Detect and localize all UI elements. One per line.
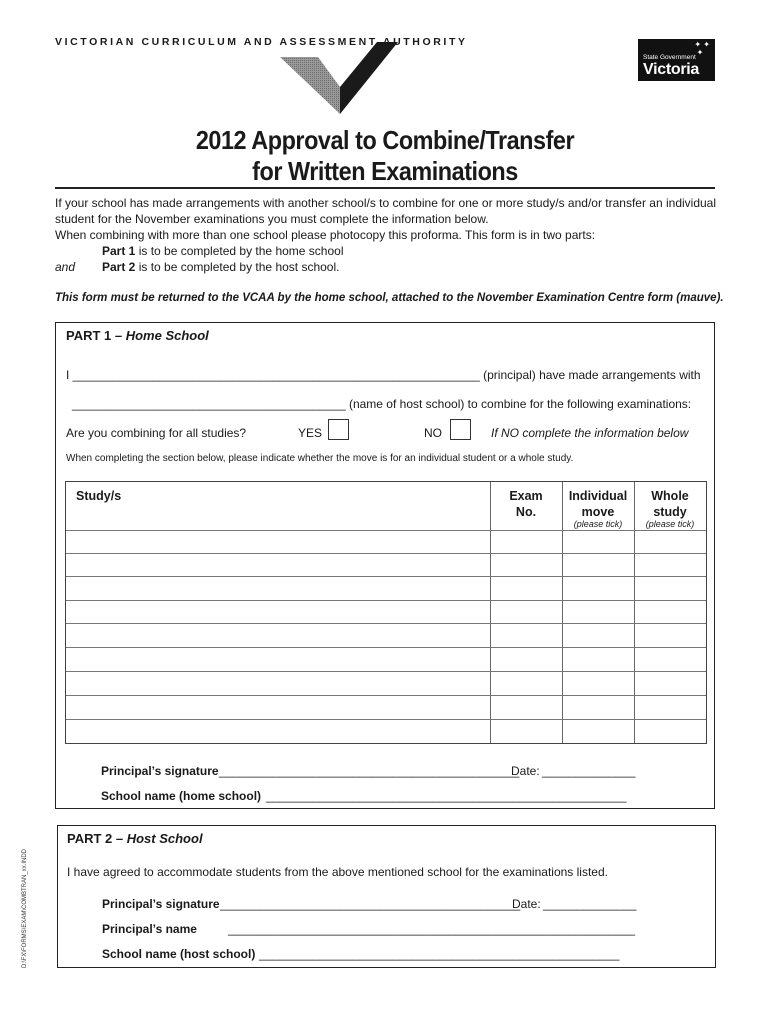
no-label: NO	[424, 426, 442, 440]
host-school-name-label: School name (host school)	[102, 947, 256, 961]
col-header-whole	[634, 488, 706, 520]
col-divider	[490, 482, 491, 743]
all-studies-question: Are you combining for all studies?	[66, 426, 247, 440]
intro-part1-item	[102, 243, 343, 259]
part2-header-name: Host School	[126, 831, 203, 846]
home-school-name-label: School name (home school)	[101, 789, 262, 803]
part1-signature-field[interactable]: _____________________________________________	[219, 764, 520, 778]
col-header-individual-1: Individual	[568, 489, 628, 503]
col-header-individual-2: move	[581, 505, 615, 519]
part2-text: is to be completed by the host school.	[135, 260, 340, 274]
intro-line-2: student for the November examinations you must complete the information below.	[55, 212, 489, 226]
part2-header-prefix: PART 2 –	[67, 831, 127, 846]
if-no-note: If NO complete the information below	[491, 426, 689, 440]
table-row-divider	[66, 576, 706, 577]
host-school-name-field[interactable]: ______________________________________________________	[259, 947, 620, 961]
stars-icon: ✦ ✦ ✦	[694, 40, 710, 57]
part1-date-label: Date:	[511, 764, 540, 778]
table-row-divider	[66, 600, 706, 601]
studies-table	[65, 481, 707, 744]
part2-date-label: Date:	[512, 897, 541, 911]
part1-label: Part 1	[102, 244, 136, 258]
col-whole-please-tick: (please tick)	[645, 519, 695, 529]
intro-line-1: If your school has made arrangements with another school/s to combine for one or more study/s and/or transfer an individual	[55, 196, 717, 210]
part1-header-name: Home School	[125, 328, 209, 343]
table-row-divider	[66, 719, 706, 720]
move-instruction: When completing the section below, please indicate whether the move is for an individual student or a whole study.	[66, 453, 574, 464]
col-individual-please-tick: (please tick)	[573, 519, 623, 529]
part1-header	[66, 328, 209, 343]
vcaa-logo	[280, 42, 398, 114]
page-title-line-2: for Written Examinations	[252, 156, 518, 186]
table-row-divider	[66, 553, 706, 554]
host-agreement-statement: I have agreed to accommodate students from the above mentioned school for the examinations listed.	[67, 865, 608, 879]
col-header-exam	[490, 488, 562, 520]
part2-header	[67, 831, 203, 846]
no-checkbox[interactable]	[450, 419, 471, 440]
col-header-study: Study/s	[76, 489, 122, 503]
principal-name-field[interactable]: _____________________________________________________________	[228, 922, 636, 936]
host-school-line[interactable]: _________________________________________ (name of host school) to combine for the following examinations:	[72, 397, 692, 411]
intro-line-3: When combining with more than one school please photocopy this proforma. This form is in two parts:	[55, 228, 596, 242]
principal-name-label: Principal’s name	[102, 922, 197, 936]
col-header-whole-2: study	[653, 505, 687, 519]
page-title-line-1: 2012 Approval to Combine/Transfer	[195, 125, 575, 155]
principal-arrangement-line[interactable]: I _____________________________________________________________ (principal) have made arrangements with	[66, 368, 701, 382]
intro-part2-item	[102, 259, 339, 275]
col-header-individual	[562, 488, 634, 520]
badge-victoria: Victoria	[643, 61, 699, 78]
table-row-divider	[66, 695, 706, 696]
file-path-note: D:\FX\FORMS\EXAM\COMBTRAN_xx.INDD	[22, 848, 28, 968]
badge-state-government: State Government	[643, 54, 696, 61]
table-row-divider	[66, 671, 706, 672]
home-school-name-field[interactable]: ______________________________________________________	[266, 789, 627, 803]
title-divider	[55, 187, 715, 189]
part1-text: is to be completed by the home school	[135, 244, 344, 258]
table-row-divider	[66, 623, 706, 624]
and-label: and	[55, 260, 76, 274]
yes-checkbox[interactable]	[328, 419, 349, 440]
victoria-government-logo	[638, 39, 715, 81]
part1-date-field[interactable]: ______________	[542, 764, 636, 778]
part2-signature-label: Principal’s signature	[102, 897, 220, 911]
part2-signature-field[interactable]: _____________________________________________	[220, 897, 521, 911]
part2-label: Part 2	[102, 260, 136, 274]
col-header-exam-1: Exam	[509, 489, 543, 503]
return-note: This form must be returned to the VCAA by the home school, attached to the November Examination Centre form (mauve).	[55, 292, 724, 304]
part1-signature-label: Principal’s signature	[101, 764, 219, 778]
yes-label: YES	[298, 426, 323, 440]
part2-date-field[interactable]: ______________	[543, 897, 637, 911]
table-row-divider	[66, 647, 706, 648]
part1-header-prefix: PART 1 –	[66, 328, 126, 343]
organisation-name: VICTORIAN CURRICULUM AND ASSESSMENT AUTHORITY	[55, 36, 468, 48]
table-row-divider	[66, 530, 706, 531]
col-header-whole-1: Whole	[651, 489, 689, 503]
col-header-exam-2: No.	[515, 505, 537, 519]
